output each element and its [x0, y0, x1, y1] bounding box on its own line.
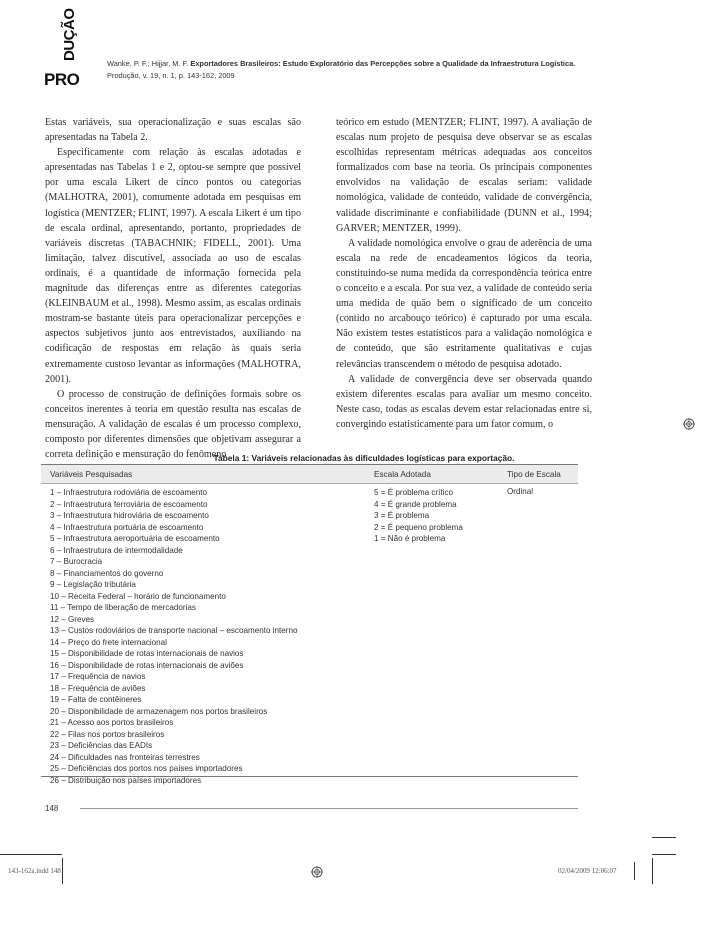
registration-mark-icon	[311, 866, 323, 878]
crop-mark	[652, 854, 676, 855]
slug-filename: 143-162a.indd 148	[8, 867, 61, 875]
crop-mark	[652, 858, 653, 884]
crop-mark	[634, 862, 635, 880]
variables-list	[50, 487, 297, 786]
variable-row: 16 – Disponibilidade de rotas internacionais de aviões	[50, 660, 244, 670]
variable-row: 19 – Falta de contêineres	[50, 695, 142, 704]
table-header	[41, 464, 578, 484]
paragraph: A validade de convergência deve ser observada quando existem diferentes escalas para avaliar um mesmo conceito. Neste caso, todas as escalas devem estar relacionadas entre si, convergindo estatisticamente para um fator comum, o	[336, 373, 592, 430]
header-variables: Variáveis Pesquisadas	[50, 470, 133, 479]
variable-row: 23 – Deficiências das EADIs	[50, 741, 153, 750]
paragraph: A validade nomológica envolve o grau de aderência de uma escala na rede de encadeamentos lógicos da teoria, constituindo-se numa medida da correspondência teórica entre o conceito e a escala. Por sua vez, a validade de conteúdo seria uma medida de quão bem o significado de um conceito (contido no arcabouço teórico) é capturado por uma escala. Não existem testes estatísticos para a validação nomológica e de conteúdo, que são estritamente qualitativas e cujas relevâncias transcendem o método de pesquisa adotado.	[336, 237, 592, 370]
variable-row: 26 – Distribuição nos países importadores	[50, 775, 202, 785]
variable-row: 6 – Infraestrutura de intermodalidade	[50, 545, 183, 555]
variable-row: 20 – Disponibilidade de armazenagem nos portos brasileiros	[50, 706, 268, 716]
scale-row: 5 = É problema crítico	[374, 488, 453, 497]
variable-row: 18 – Frequência de aviões	[50, 683, 146, 693]
variable-row: 5 – Infraestrutura aeroportuária de escoamento	[50, 534, 220, 543]
variable-row: 4 – Infraestrutura portuária de escoamento	[50, 522, 204, 532]
paragraph: teórico em estudo (MENTZER; FLINT, 1997). A avaliação de escalas num projeto de pesquisa deve observar se as escalas escolhidas representam métricas adequadas aos conceitos formalizados com base na teoria. Os principais componentes envolvidos na validação de escalas seriam: validade nomológica, validade de conteúdo, validade de convergência, validade discriminante e confiabilidade (DUNN et al., 1994; GARVER; MENTZER, 1999).	[336, 117, 592, 234]
variable-row: 10 – Receita Federal – horário de funcionamento	[50, 591, 226, 601]
scale-row: 4 = É grande problema	[374, 499, 457, 509]
variable-row: 1 – Infraestrutura rodoviária de escoamento	[50, 488, 208, 497]
scale-type: Ordinal	[507, 487, 534, 496]
running-header-title	[107, 59, 575, 68]
variable-row: 25 – Deficiências dos portos nos países importadores	[50, 764, 243, 773]
crop-mark	[652, 837, 676, 838]
variable-row: 8 – Financiamentos do governo	[50, 568, 164, 578]
variable-row: 13 – Custos rodoviários de transporte nacional – escoamento interno	[50, 626, 298, 635]
variable-row: 12 – Greves	[50, 614, 95, 624]
variable-row: 24 – Dificuldades nas fronteiras terrestres	[50, 752, 200, 762]
variables-table	[41, 463, 578, 785]
header-authors: Wanke, P. F.; Hijjar, M. F.	[107, 59, 189, 68]
variable-row: 3 – Infraestrutura hidroviária de escoamento	[50, 511, 209, 520]
variable-row: 7 – Burocracia	[50, 557, 103, 566]
header-scale: Escala Adotada	[374, 470, 431, 479]
table-bottom-rule	[41, 776, 578, 777]
paragraph: Especificamente com relação às escalas adotadas e apresentadas nas Tabelas 1 e 2, optou-se sempre que possível por uma escala Likert de cinco pontos ou categorias (MALHOTRA, 2001), comumente adotada em pesquisas em logística (MENTZER; FLINT, 1997). A escala Likert é um tipo de escala ordinal, apresentando, portanto, propriedades de variáveis discretas (TABACHNIK; FIDELL, 2001). Uma limitação, talvez discutível, associada ao uso de escalas ordinais, é a quantidade de informação fornecida pela magnitude das diferenças entre as diferentes categorias (KLEINBAUM et al., 1998). Mesmo assim, as escalas ordinais mostram-se bastante úteis para operacionalizar percepções e aspectos subjetivos junto aos entrevistados, auxiliando na codificação de respostas em relação às quais seria extremamente custoso levantar as informações (MALHOTRA, 2001).	[45, 147, 301, 385]
left-column	[45, 115, 301, 462]
scale-row: 3 = É problema	[374, 511, 430, 520]
header-article-title: Exportadores Brasileiros: Estudo Exploratório das Percepções sobre a Qualidade da Infraestrutura Logística.	[190, 59, 576, 68]
scale-row: 1 = Não é problema	[374, 534, 446, 543]
crop-mark	[0, 854, 62, 855]
table-caption: Tabela 1: Variáveis relacionadas às dificuldades logísticas para exportação.	[213, 453, 515, 463]
variable-row: 22 – Filas nos portos brasileiros	[50, 729, 165, 739]
right-column	[336, 115, 592, 432]
header-type: Tipo de Escala	[507, 470, 561, 479]
crop-mark	[62, 858, 63, 884]
footer-rule	[80, 808, 578, 809]
variable-row: 11 – Tempo de liberação de mercadorias	[50, 603, 196, 612]
scale-list	[374, 487, 463, 545]
paragraph: O processo de construção de definições formais sobre os conceitos inerentes à teoria em questão resulta nas escalas de mensuração. A validação de escalas é um processo complexo, composto por diferentes dimensões que objetivam assegurar a correta definição e mensuração do fenômeno	[45, 388, 301, 461]
variable-row: 2 – Infraestrutura ferroviária de escoamento	[50, 499, 208, 509]
logo-pro-text: PRO	[44, 70, 80, 89]
variable-row: 21 – Acesso aos portos brasileiros	[50, 718, 174, 727]
variable-row: 14 – Preço do frete internacional	[50, 637, 167, 647]
journal-logo	[44, 8, 100, 90]
logo-ducao-text: DUÇÃO	[61, 8, 78, 61]
page-number: 148	[45, 804, 59, 813]
variable-row: 15 – Disponibilidade de rotas internacionais de navios	[50, 649, 244, 658]
variable-row: 17 – Frequência de navios	[50, 672, 146, 681]
paragraph: Estas variáveis, sua operacionalização e suas escalas são apresentadas na Tabela 2.	[45, 117, 301, 144]
registration-mark-icon	[683, 418, 695, 430]
header-citation: Produção, v. 19, n. 1, p. 143-162, 2009	[107, 71, 235, 80]
slug-datetime: 02/04/2009 12:06:07	[558, 867, 617, 875]
scale-row: 2 = É pequeno problema	[374, 522, 463, 532]
variable-row: 9 – Legislação tributária	[50, 580, 136, 589]
